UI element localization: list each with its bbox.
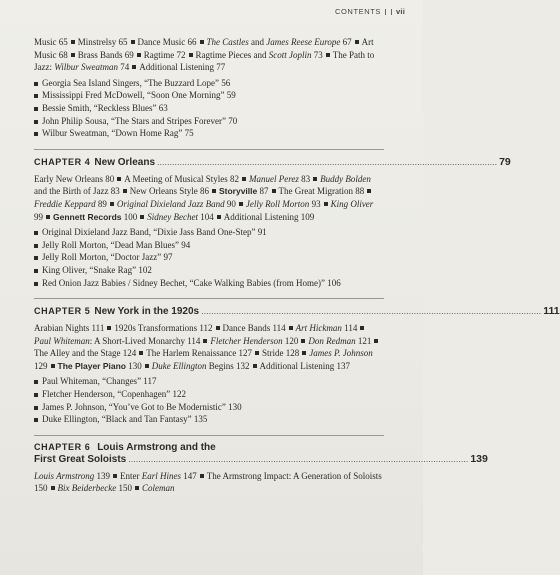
leader-dots — [128, 454, 468, 464]
listening-item[interactable]: King Oliver, “Snake Rag” 102 — [34, 264, 384, 277]
bullet-separator — [132, 65, 136, 69]
topic-name: Bix Beiderbecke — [57, 483, 117, 494]
bullet-separator — [253, 364, 257, 368]
topic-text: 87 — [257, 186, 269, 197]
topic-text: 90 — [224, 198, 236, 209]
feature-topic: Gennett Records — [53, 211, 122, 222]
intro-topics — [34, 36, 384, 74]
chapter-4-heading[interactable] — [34, 149, 511, 168]
bullet-separator — [51, 364, 55, 368]
header-label: CONTENTS — [334, 7, 382, 16]
bullet-separator — [355, 40, 359, 44]
topic-name: Wilbur Sweatman — [54, 62, 119, 73]
topic-name: Buddy Bolden — [320, 173, 371, 184]
topic-text: 114 — [341, 323, 358, 334]
topic-text: New Orleans Style 86 — [129, 186, 209, 197]
bullet-separator — [367, 189, 371, 193]
topic-text: Early New Orleans 80 — [34, 173, 115, 184]
leader-dots — [201, 306, 541, 316]
topic-name: James P. Johnson — [309, 348, 373, 359]
topic-text: 83 — [298, 173, 311, 184]
bullet-separator — [123, 189, 127, 193]
topic-text: Art Music 68 — [34, 37, 374, 60]
topic-text: 1920s Transformations 112 — [114, 323, 213, 334]
topic-text: Additional Listening 137 — [259, 360, 351, 371]
chapter-page: 111 — [543, 305, 560, 318]
chapter-5-topics — [34, 322, 384, 372]
bullet-separator — [189, 53, 193, 57]
topic-name: Art Hickman — [295, 323, 342, 334]
chapter-4-topics — [34, 173, 384, 223]
chapter-6-heading[interactable] — [34, 435, 488, 465]
bullet-separator — [110, 202, 114, 206]
bullet-separator — [200, 40, 204, 44]
listening-item[interactable]: Georgia Sea Island Singers, “The Buzzard Lope” 56 — [34, 77, 384, 90]
topic-text: The Harlem Renaissance 127 — [146, 348, 252, 359]
intro-listening-list — [34, 77, 384, 140]
topic-text: 74 — [118, 62, 130, 73]
bullet-separator — [255, 351, 259, 355]
topic-name: King Oliver — [330, 198, 374, 209]
chapter-label: CHAPTER 4 — [34, 156, 91, 167]
chapter-label: CHAPTER 5 — [34, 306, 91, 317]
listening-item[interactable]: Fletcher Henderson, “Copenhagen” 122 — [34, 388, 384, 401]
chapter-title: New York in the 1920s — [94, 306, 200, 318]
topic-text: Ragtime Pieces and — [195, 49, 269, 60]
topic-name: Paul Whiteman — [34, 335, 90, 346]
listening-item[interactable]: Paul Whiteman, “Changes” 117 — [34, 375, 384, 388]
bullet-separator — [51, 486, 55, 490]
topic-name: Freddie Keppard — [34, 198, 96, 209]
topic-text: Additional Listening 109 — [223, 211, 315, 222]
topic-name: Coleman — [141, 483, 175, 494]
topic-text: 93 — [309, 198, 321, 209]
listening-item[interactable]: Duke Ellington, “Black and Tan Fantasy” 135 — [34, 413, 384, 426]
bullet-separator — [360, 326, 364, 330]
bullet-separator — [216, 326, 220, 330]
chapter-title-line1: Louis Armstrong and the — [97, 441, 216, 453]
topic-text: 99 — [34, 211, 43, 222]
bullet-separator — [117, 177, 121, 181]
listening-item[interactable]: James P. Johnson, “You’ve Got to Be Modernistic” 130 — [34, 401, 384, 414]
listening-item[interactable]: Wilbur Sweatman, “Down Home Rag” 75 — [34, 127, 384, 140]
header-separator — [385, 9, 392, 15]
bullet-separator — [139, 351, 143, 355]
contents-body — [34, 36, 560, 495]
leader-dots — [157, 157, 497, 167]
listening-item[interactable]: Mississippi Fred McDowell, “Soon One Morning” 59 — [34, 89, 384, 102]
bullet-separator — [324, 202, 328, 206]
listening-item[interactable]: Bessie Smith, “Reckless Blues” 63 — [34, 102, 384, 115]
chapter-4-listening-list — [34, 226, 384, 289]
bullet-separator — [302, 351, 306, 355]
chapter-5-listening-list — [34, 375, 384, 425]
bullet-separator — [301, 339, 305, 343]
topic-name: James Reese Europe — [266, 37, 341, 47]
bullet-separator — [239, 202, 243, 206]
topic-text: 130 — [126, 360, 142, 371]
bullet-separator — [140, 215, 144, 219]
topic-text: 121 — [355, 335, 372, 346]
topic-name: Fletcher Henderson — [210, 335, 283, 346]
topic-text: Ragtime 72 — [143, 49, 186, 60]
topic-text: Additional Listening 77 — [139, 62, 226, 73]
listening-item[interactable]: Red Onion Jazz Babies / Sidney Bechet, “Cake Walking Babies (from Home)” 106 — [34, 277, 384, 290]
topic-text: 73 — [311, 49, 323, 60]
topic-text: Arabian Nights 111 — [34, 323, 105, 334]
topic-name: Earl Hines — [141, 470, 182, 481]
bullet-separator — [203, 339, 207, 343]
bullet-separator — [131, 40, 135, 44]
bullet-separator — [107, 326, 111, 330]
topic-text: The Alley and the Stage 124 — [34, 348, 137, 359]
bullet-separator — [71, 40, 75, 44]
topic-text: 67 — [340, 37, 352, 47]
topic-text: 104 — [197, 211, 214, 222]
topic-text: The Great Migration 88 — [278, 186, 365, 197]
topic-name: Manuel Perez — [248, 173, 299, 184]
topic-name: Jelly Roll Morton — [245, 198, 310, 209]
topic-text: : A Short-Lived Monarchy 114 — [89, 335, 201, 346]
topic-text: 147 — [181, 470, 197, 481]
topic-name: Don Redman — [308, 335, 356, 346]
bullet-separator — [313, 177, 317, 181]
topic-text: 89 — [95, 198, 107, 209]
topic-text: Minstrelsy 65 — [77, 37, 128, 47]
topic-text: Brass Bands 69 — [77, 49, 134, 60]
bullet-separator — [137, 53, 141, 57]
topic-text: Begins 132 — [206, 360, 250, 371]
topic-name: Louis Armstrong — [34, 470, 95, 481]
bullet-separator — [212, 189, 216, 193]
chapter-label: CHAPTER 6 — [34, 441, 91, 452]
topic-text: 100 — [121, 211, 138, 222]
topic-text: A Meeting of Musical Styles 82 — [124, 173, 239, 184]
topic-name: Scott Joplin — [268, 49, 312, 60]
topic-name: Duke Ellington — [151, 360, 207, 371]
topic-text: The Armstrong Impact: A Generation of Soloists 150 — [34, 470, 382, 494]
bullet-separator — [135, 486, 139, 490]
bullet-separator — [289, 326, 293, 330]
topic-text: Dance Music 66 — [137, 37, 197, 47]
bullet-separator — [374, 339, 378, 343]
bullet-separator — [326, 53, 330, 57]
bullet-separator — [113, 474, 117, 478]
listening-item[interactable]: Jelly Roll Morton, “Doctor Jazz” 97 — [34, 251, 384, 264]
bullet-separator — [71, 53, 75, 57]
topic-text: The Path to Jazz: — [34, 49, 375, 73]
topic-text: Stride 128 — [261, 348, 300, 359]
bullet-separator — [145, 364, 149, 368]
topic-text: and the Birth of Jazz 83 — [34, 186, 120, 197]
chapter-title: New Orleans — [94, 156, 156, 168]
running-header — [335, 7, 405, 16]
topic-name: The Castles — [206, 37, 249, 47]
feature-topic: The Player Piano — [57, 360, 126, 371]
topic-text: Music 65 — [34, 37, 68, 47]
bullet-separator — [242, 177, 246, 181]
chapter-6-topics — [34, 470, 384, 495]
feature-topic: Storyville — [218, 186, 258, 197]
topic-name: Sidney Bechet — [147, 211, 198, 222]
topic-name: Original Dixieland Jazz Band — [116, 198, 225, 209]
bullet-separator — [46, 215, 50, 219]
topic-text: 139 — [94, 470, 111, 481]
listening-item[interactable]: Original Dixieland Jazz Band, “Dixie Jass Band One-Step” 91 — [34, 226, 384, 239]
topic-text: Dance Bands 114 — [222, 323, 286, 334]
topic-text: 150 — [116, 483, 132, 494]
header-page-number: vii — [396, 7, 405, 16]
chapter-page: 79 — [499, 155, 511, 168]
chapter-title-line2: First Great Soloists — [34, 453, 127, 465]
topic-text: 129 — [34, 360, 48, 371]
listening-item[interactable]: Jelly Roll Morton, “Dead Man Blues” 94 — [34, 239, 384, 252]
listening-item[interactable]: John Philip Sousa, “The Stars and Stripes Forever” 70 — [34, 115, 384, 128]
topic-text: Enter — [120, 470, 142, 481]
topic-text: 120 — [282, 335, 299, 346]
chapter-page: 139 — [470, 452, 488, 465]
topic-text: and — [248, 37, 267, 47]
bullet-separator — [217, 215, 221, 219]
bullet-separator — [200, 474, 204, 478]
chapter-5-heading[interactable] — [34, 298, 560, 318]
bullet-separator — [272, 189, 276, 193]
